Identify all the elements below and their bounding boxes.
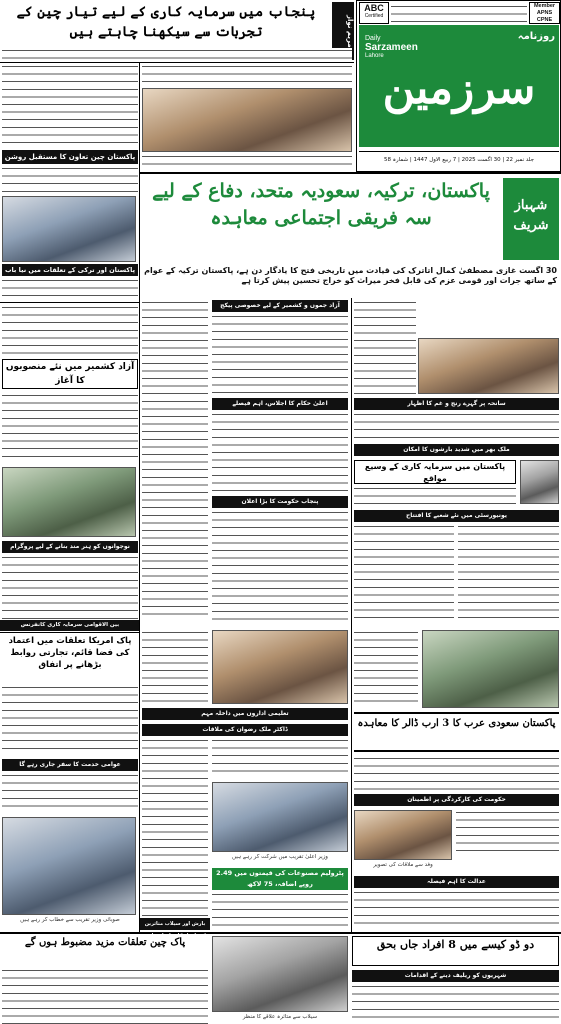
meeting-photo (2, 196, 136, 262)
price-bar: پٹرولیم مصنوعات کی قیمتوں میں 2.49 روپے اضافہ، 75 لاکھ (212, 868, 348, 890)
article-text (458, 524, 559, 624)
middle-sub-6: بین الاقوامی سرمایہ کاری کانفرنس (0, 620, 140, 631)
left-sub-2: پاک امریکا تعلقات میں اعتماد کی فضا قائم، تجارتی روابط بڑھانے پر اتفاق (8, 636, 132, 670)
article-text (212, 412, 348, 492)
right-sub-1: سانحہ پر گہرے رنج و غم کا اظہار (354, 398, 559, 410)
article-text (142, 154, 352, 170)
apns-label: APNS (536, 10, 553, 16)
abc-label: ABC (364, 3, 384, 13)
lead-headline-block (140, 172, 561, 296)
slogan-headline: آزاد کشمیر میں نئے منصوبوں کا آغاز (2, 359, 138, 389)
lead-headline: پاکستان، ترکیہ، سعودیہ متحد، دفاع کے لیے سہ فریقی اجتماعی معاہدہ (152, 180, 490, 229)
footer-headline: پاک چین تعلقات مزید مضبوط ہوں گے (24, 937, 186, 948)
event-photo (2, 467, 136, 537)
column-rule (0, 62, 354, 63)
member-label: Member (533, 3, 556, 9)
article-text (354, 300, 416, 394)
article-text (354, 524, 454, 624)
article-text (354, 486, 516, 506)
abc-certified: Certified (364, 13, 384, 19)
box-headline-1: پاکستان چین تعاون کا مستقبل روشن (2, 150, 138, 164)
article-text (354, 756, 559, 790)
middle-sub-3: پنجاب حکومت کا بڑا اعلان (212, 496, 348, 508)
daily-urdu: روزنامہ (517, 31, 555, 42)
right-caption: وفد سے ملاقات کی تصویر (373, 862, 433, 868)
middle-caption-2: سیلاب سے متاثرہ علاقے کا منظر (242, 1014, 318, 1020)
masthead-tagline (391, 4, 527, 22)
bottom-center-block (210, 932, 350, 1024)
issue-line: جلد نمبر 22 | 30 اگست 2025 | 7 ربیع الاول 1447 | شمارہ 58 (359, 151, 559, 169)
article-text (212, 314, 348, 394)
cpne-label: CPNE (536, 17, 553, 23)
article-text (354, 890, 559, 930)
right-lower-column (352, 628, 561, 932)
top-headline: پنجاب میں سرمایہ کاری کے لیے تیار چین کے تجربات سے سیکھنا چاہتے ہیں (16, 4, 316, 40)
delegation-photo (354, 810, 452, 860)
left-caption: صوبائی وزیر تقریب سے خطاب کر رہے ہیں (20, 917, 120, 923)
flood-photo (212, 936, 348, 1012)
abc-logo (359, 2, 389, 24)
left-top-column (0, 62, 140, 302)
english-name: Daily Sarzameen Lahore (365, 35, 418, 59)
right-sub-2: ملک بھر میں شدید بارشوں کا امکان (354, 444, 559, 456)
middle-sub-4: تعلیمی اداروں میں داخلہ مہم (142, 708, 348, 720)
top-headline-subtext (2, 48, 352, 62)
paper-name-urdu: سرزمین (382, 63, 536, 114)
article-text (212, 892, 348, 930)
column-rule (139, 62, 140, 932)
lead-badge: شہباز شریف (503, 178, 559, 260)
article-text (456, 810, 559, 856)
lead-intro: 30 اگست غازی مصطفیٰ کمال اتاترک کی قیادت میں تاریخی فتح کا یادگار دن ہے، پاکستان ترکیہ کے عوام کے ساتھ جرات اور قومی عزم کی قابل فخر میراث کو خراج تحسین پیش کرتا ہے (144, 266, 557, 285)
left-lower-column (0, 632, 140, 932)
conference-photo (142, 88, 352, 152)
middle-column (140, 298, 350, 628)
press-conference-photo (2, 817, 136, 915)
middle-sub-5: ڈاکٹر ملک رضوان کی ملاقات (142, 724, 348, 736)
article-text (142, 300, 208, 620)
masthead (356, 0, 561, 172)
right-box: پاکستان میں سرمایہ کاری کے وسیع مواقع (354, 460, 516, 484)
right-sub-4: حکومت کی کارکردگی پر اطمینان (354, 794, 559, 806)
article-text (212, 738, 348, 778)
center-top-column (140, 62, 354, 172)
article-text (142, 630, 208, 704)
column-rule (351, 298, 352, 932)
article-text (352, 984, 559, 1024)
bottom-right-block (350, 932, 561, 1024)
middle-sub-2: اعلیٰ حکام کا اجلاس، اہم فیصلے (212, 398, 348, 410)
sub-headline-1: نوجوانوں کو ہنر مند بنانے کے لیے پروگرام (2, 541, 138, 553)
article-text (142, 822, 208, 930)
article-text (2, 393, 138, 463)
middle-caption-1: وزیر اعلیٰ تقریب میں شرکت کر رہے ہیں (232, 854, 328, 860)
bottom-left-block (0, 932, 210, 1024)
inspection-photo (422, 630, 559, 708)
top-headline-badge: مریم نواز (332, 2, 354, 60)
article-text (354, 630, 418, 708)
right-sub-5: عدالت کا اہم فیصلہ (354, 876, 559, 888)
article-text (212, 510, 348, 620)
center-lower-column (140, 628, 350, 932)
right-headline-3: دو ڈو کیسے میں 8 افراد جاں بحق (352, 936, 559, 966)
group-photo (212, 630, 348, 704)
box-headline-2: پاکستان اور ترکی کے تعلقات میں نیا باب (2, 264, 138, 276)
article-text (2, 773, 138, 813)
article-text (142, 738, 208, 818)
middle-headline-2: پاکستان سعودی عرب کا 3 ارب ڈالر کا معاہدہ (354, 712, 559, 752)
article-text (2, 166, 138, 194)
right-mid-column (352, 298, 561, 628)
portrait-photo (520, 460, 559, 504)
article-text (354, 412, 559, 442)
article-text (2, 685, 138, 755)
officials-photo (418, 338, 559, 394)
right-sub-6: شہریوں کو ریلیف دینے کے اقدامات (352, 970, 559, 982)
article-text (142, 64, 352, 86)
masthead-green-block (359, 25, 559, 147)
right-sub-3: یونیورسٹی میں نئے شعبے کا افتتاح (354, 510, 559, 522)
left-sub-3: عوامی خدمت کا سفر جاری رہے گا (2, 759, 138, 771)
article-text (2, 305, 138, 355)
article-text (2, 64, 138, 148)
article-text (2, 968, 208, 1024)
article-text (2, 278, 138, 300)
middle-sub-1: آزاد جموں و کشمیر کے لیے خصوصی پیکج (212, 300, 348, 312)
member-box (529, 2, 560, 24)
left-mid-column (0, 302, 140, 632)
agreement-photo (212, 782, 348, 852)
top-headline-area (0, 0, 354, 62)
left-sub-4: بارش اور سیلاب متاثرین کی امداد کا سلسلہ جاری (140, 918, 210, 930)
